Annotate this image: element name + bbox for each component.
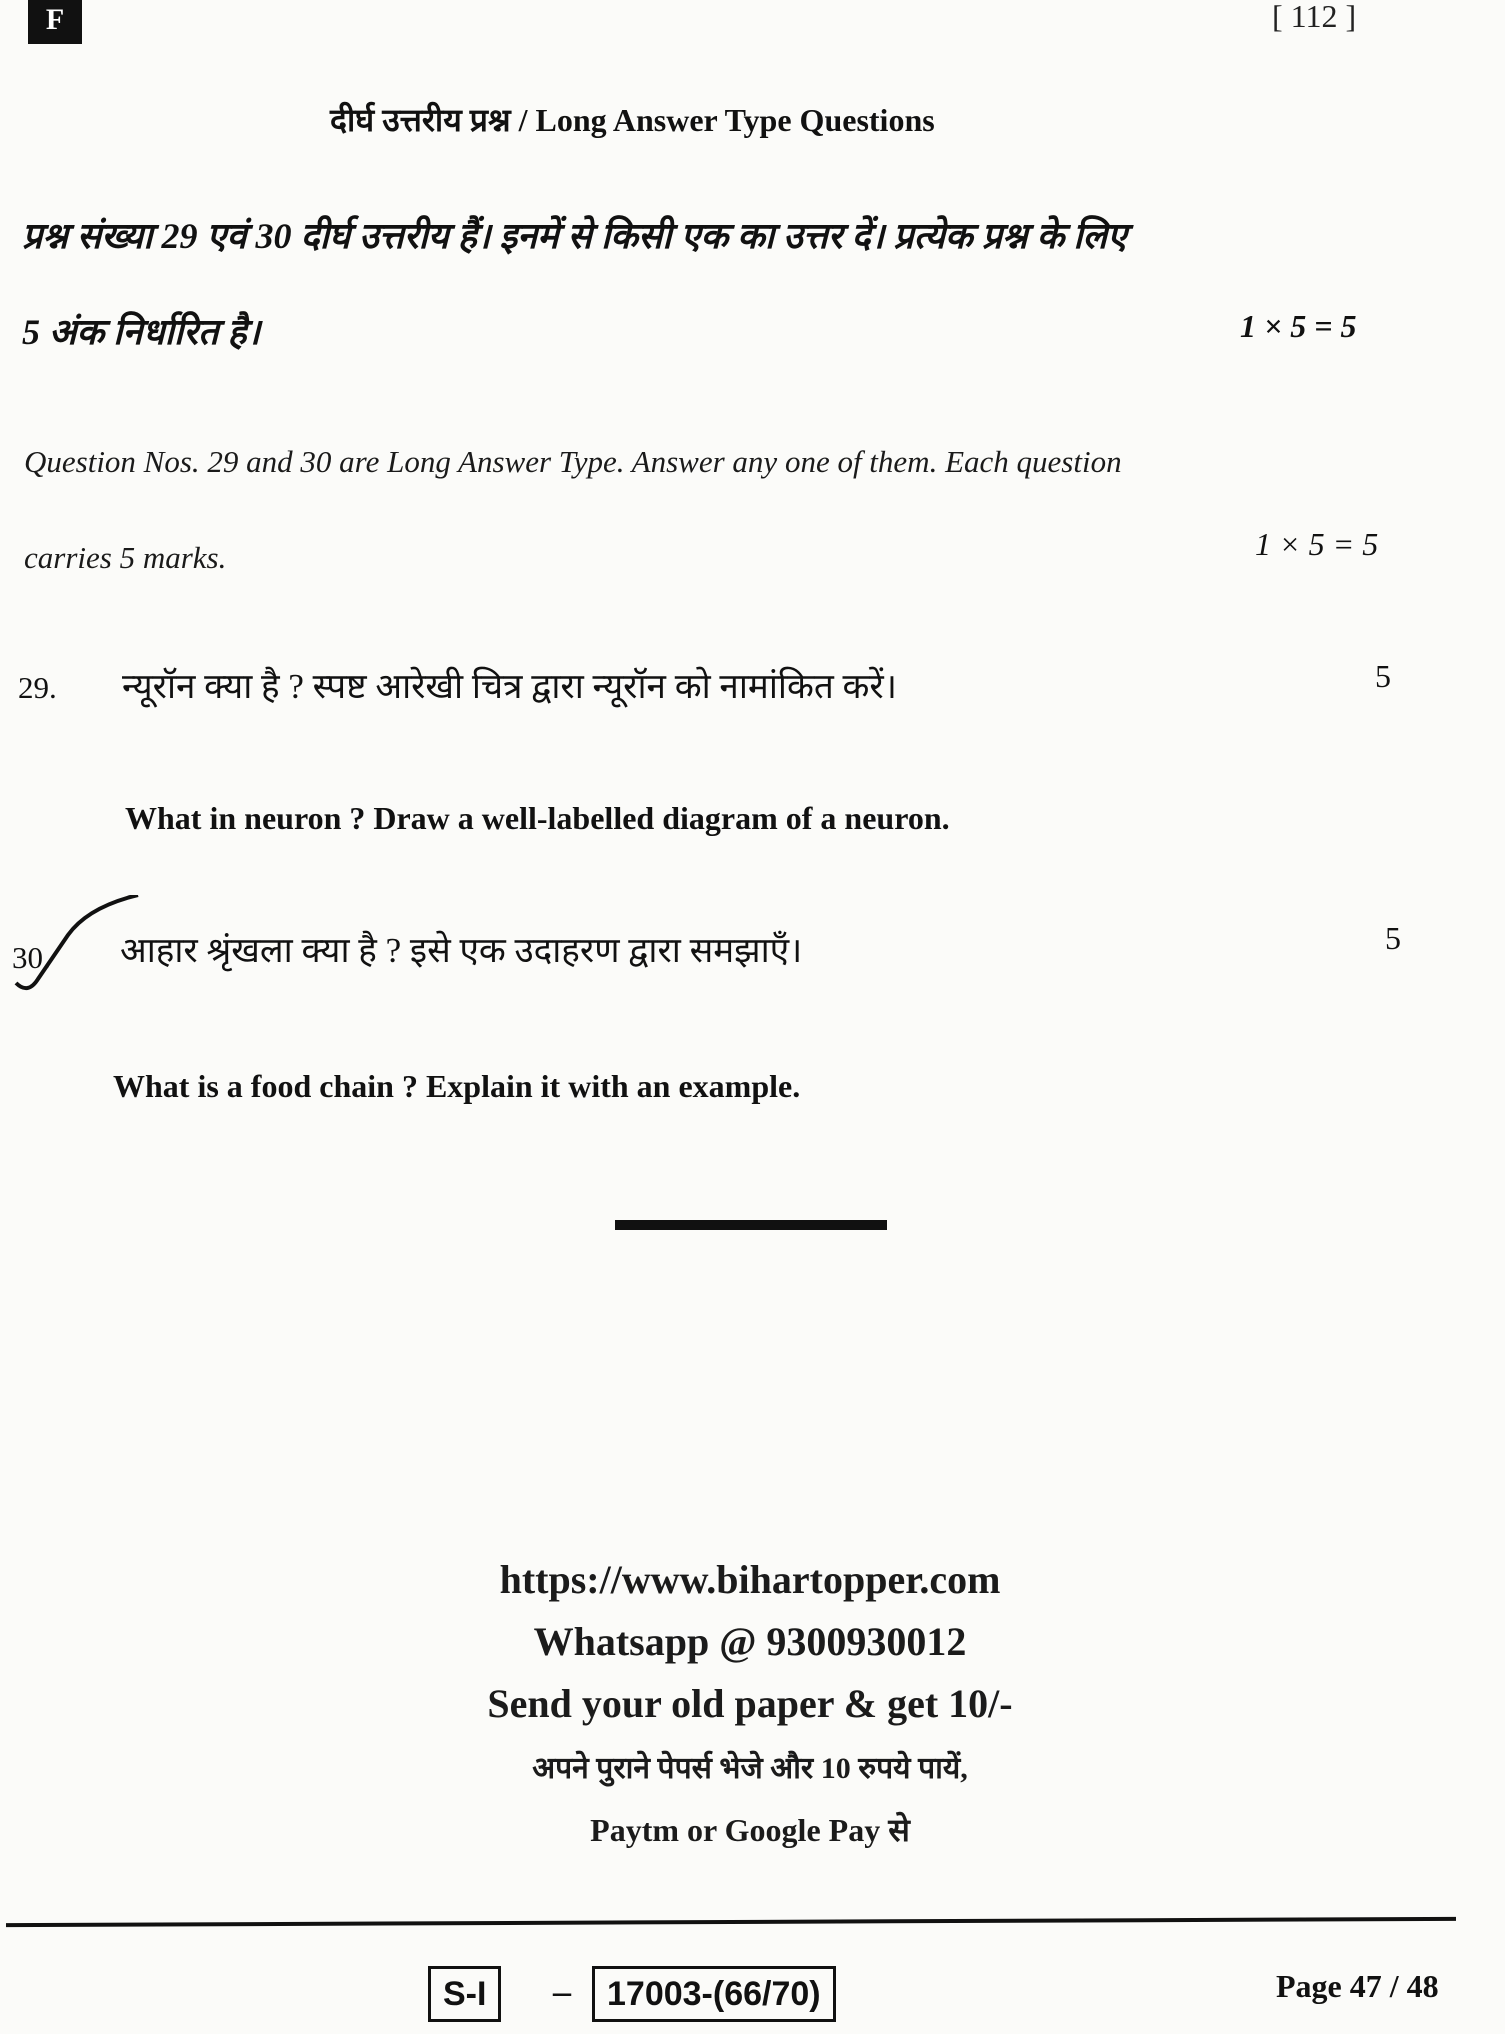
hindi-marks-expression: 1 × 5 = 5 (1240, 308, 1357, 344)
hindi-instruction-line2: 5 अंक निर्धारित है। (22, 312, 261, 352)
question-hindi-text: आहार श्रृंखला क्या है ? इसे एक उदाहरण द्वारा समझाएँ। (120, 931, 803, 970)
english-marks-expression: 1 × 5 = 5 (1255, 526, 1379, 562)
end-rule (615, 1220, 887, 1230)
hindi-instruction-line1: प्रश्न संख्या 29 एवं 30 दीर्घ उत्तरीय हैं। इनमें से किसी एक का उत्तर दें। प्रत्येक प्रश्न के लिए (22, 216, 1127, 256)
footer-dash: – (553, 1971, 571, 2011)
question-marks: 5 (1385, 920, 1401, 956)
corner-letter-badge: F (28, 0, 82, 44)
promo-hindi-offer: अपने पुराने पेपर्स भेजे और 10 रुपये पायें, (532, 1752, 968, 1785)
section-title: दीर्घ उत्तरीय प्रश्न / Long Answer Type Questions (330, 102, 935, 138)
promo-whatsapp: Whatsapp @ 9300930012 (533, 1619, 967, 1664)
footer-rule (6, 1917, 1456, 1927)
english-instruction-line1: Question Nos. 29 and 30 are Long Answer Type. Answer any one of them. Each question (24, 444, 1122, 479)
promo-url: https://www.bihartopper.com (499, 1557, 1001, 1602)
english-instruction-line2: carries 5 marks. (24, 540, 227, 575)
question-number: 30. (12, 940, 51, 975)
page-number: Page 47 / 48 (1276, 1968, 1439, 2004)
question-marks: 5 (1375, 658, 1391, 694)
question-number: 29. (18, 670, 57, 705)
question-english-text: What is a food chain ? Explain it with an example. (113, 1068, 801, 1104)
paper-code-box: 17003-(66/70) (592, 1966, 836, 2022)
series-code-box: S-I (428, 1966, 501, 2022)
promo-payment: Paytm or Google Pay से (590, 1812, 910, 1848)
page-code: [ 112 ] (1272, 0, 1357, 34)
promo-offer: Send your old paper & get 10/- (487, 1681, 1013, 1726)
question-hindi-text: न्यूरॉन क्या है ? स्पष्ट आरेखी चित्र द्वारा न्यूरॉन को नामांकित करें। (122, 667, 898, 706)
question-english-text: What in neuron ? Draw a well-labelled diagram of a neuron. (125, 800, 950, 836)
